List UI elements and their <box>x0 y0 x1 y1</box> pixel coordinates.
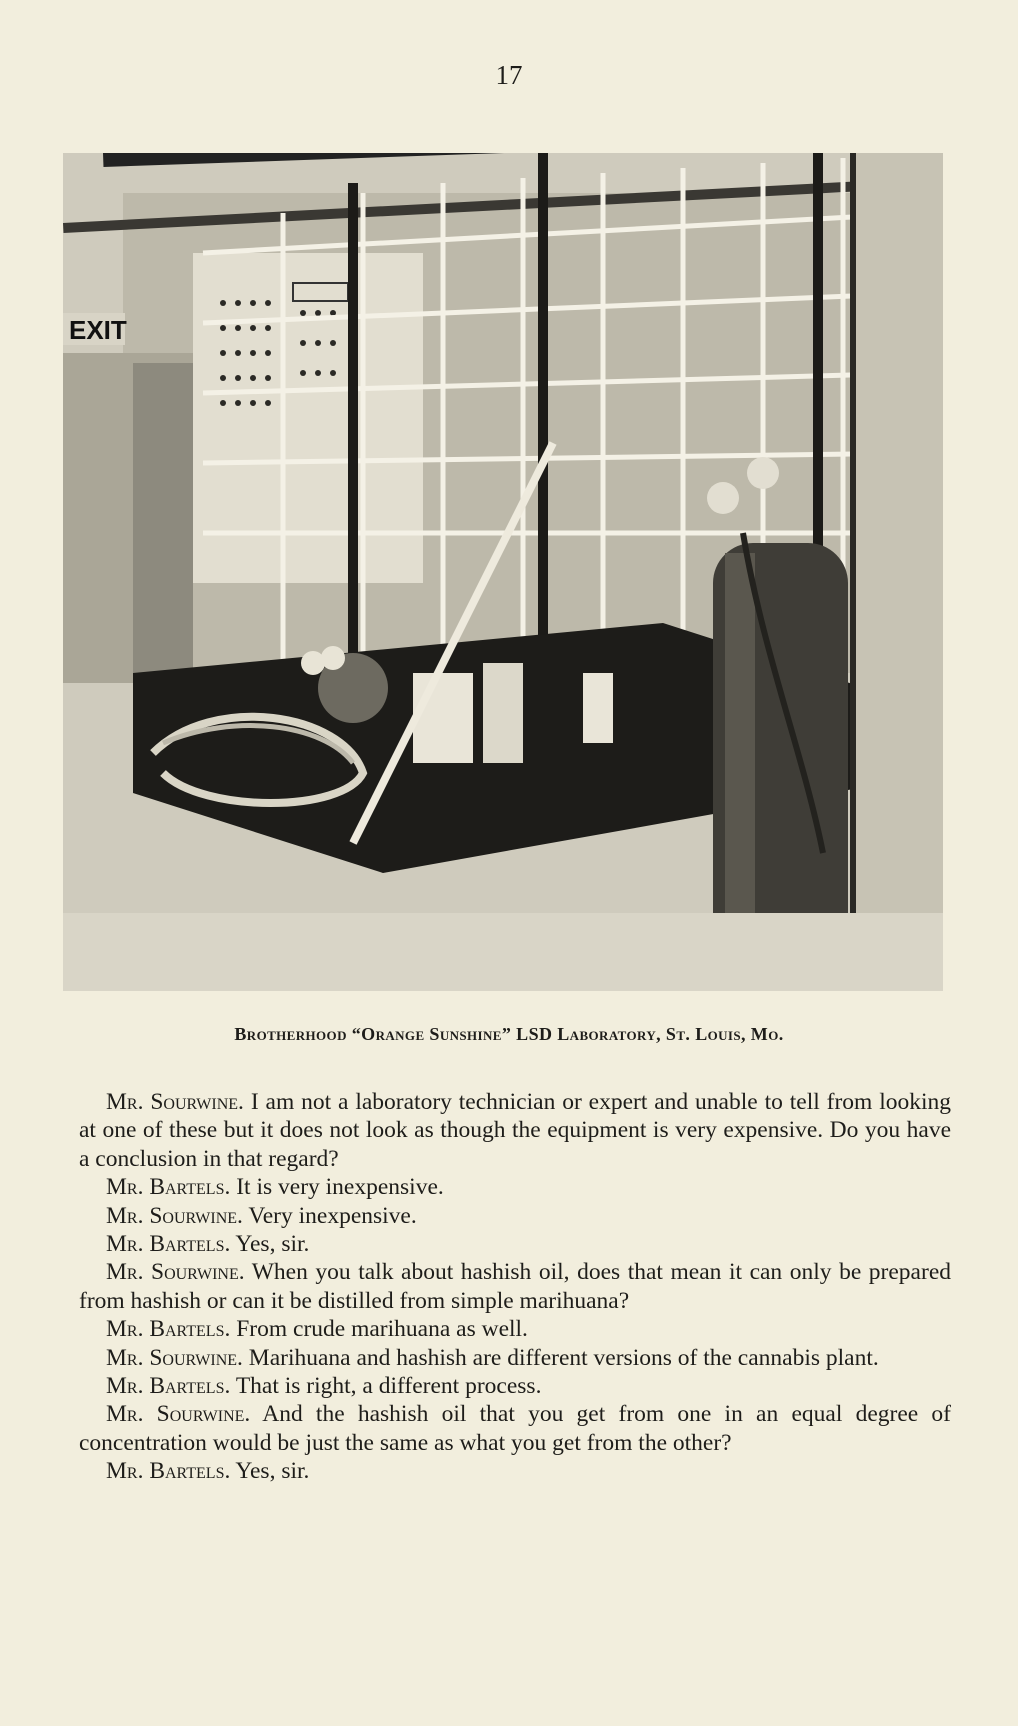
hearing-transcript <box>79 1088 951 1486</box>
statement-text: And the hashish oil that you get from one in an equal degree of concentration would be just the same as what you get from the other? <box>79 1401 951 1456</box>
transcript-paragraph <box>79 1315 951 1343</box>
statement-text: When you talk about hashish oil, does that mean it can only be prepared from hashish or can it be distilled from simple marihuana? <box>79 1259 951 1314</box>
speaker-name: Mr. Sourwine. <box>106 1259 245 1286</box>
statement-text: Marihuana and hashish are different versions of the cannabis plant. <box>248 1344 879 1371</box>
transcript-paragraph <box>79 1344 951 1372</box>
transcript-paragraph <box>79 1230 951 1258</box>
speaker-name: Mr. Sourwine. <box>106 1344 243 1371</box>
speaker-name: Mr. Sourwine. <box>106 1202 243 1229</box>
speaker-name: Mr. Sourwine. <box>106 1089 244 1115</box>
transcript-paragraph <box>79 1258 951 1315</box>
statement-text: Very inexpensive. <box>248 1202 417 1229</box>
exit-sign-text: EXIT <box>69 315 127 345</box>
transcript-paragraph <box>79 1173 951 1201</box>
transcript-paragraph <box>79 1088 951 1173</box>
speaker-name: Mr. Bartels. <box>106 1231 231 1258</box>
speaker-name: Mr. Bartels. <box>106 1373 231 1400</box>
statement-text: It is very inexpensive. <box>236 1174 444 1201</box>
statement-text: That is right, a different process. <box>235 1373 542 1400</box>
speaker-name: Mr. Bartels. <box>106 1316 231 1343</box>
speaker-name: Mr. Sourwine. <box>106 1401 251 1428</box>
speaker-name: Mr. Bartels. <box>106 1458 231 1485</box>
transcript-paragraph <box>79 1457 951 1485</box>
figure-caption: Brotherhood “Orange Sunshine” LSD Laboratory, St. Louis, Mo. <box>234 1024 784 1044</box>
speaker-name: Mr. Bartels. <box>106 1174 231 1201</box>
statement-text: I am not a laboratory technician or expert and unable to tell from looking at one of these but it does not look as though the equipment is very expensive. Do you have a conclusion in that regard? <box>79 1089 951 1172</box>
transcript-paragraph <box>79 1202 951 1230</box>
laboratory-photo <box>63 153 943 991</box>
statement-text: Yes, sir. <box>235 1231 310 1258</box>
page-number: 17 <box>495 60 523 90</box>
transcript-paragraph <box>79 1400 951 1457</box>
statement-text: From crude marihuana as well. <box>236 1316 528 1343</box>
transcript-paragraph <box>79 1372 951 1400</box>
statement-text: Yes, sir. <box>235 1458 310 1485</box>
